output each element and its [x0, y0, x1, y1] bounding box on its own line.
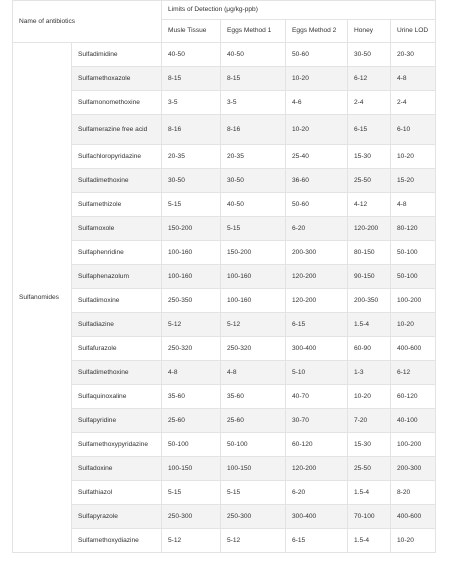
value-cell: 5-15: [221, 481, 286, 505]
antibiotic-name-cell: Sulfamoxole: [72, 217, 162, 241]
value-cell: 400-600: [391, 337, 436, 361]
value-cell: 5-10: [286, 361, 348, 385]
value-cell: 2-4: [348, 91, 391, 115]
value-cell: 15-30: [348, 433, 391, 457]
value-cell: 2-4: [391, 91, 436, 115]
value-cell: 8-15: [221, 67, 286, 91]
value-cell: 200-300: [286, 241, 348, 265]
value-cell: 300-400: [286, 505, 348, 529]
value-cell: 5-15: [162, 193, 221, 217]
value-cell: 25-60: [221, 409, 286, 433]
antibiotic-name-cell: Sulfaquinoxaline: [72, 385, 162, 409]
antibiotic-name-cell: Sulfadimidine: [72, 43, 162, 67]
value-cell: 80-150: [348, 241, 391, 265]
value-cell: 50-100: [221, 433, 286, 457]
value-cell: 50-100: [391, 265, 436, 289]
value-cell: 100-160: [162, 241, 221, 265]
table-row: [13, 67, 436, 91]
value-cell: 40-50: [162, 43, 221, 67]
value-cell: 150-200: [162, 217, 221, 241]
value-cell: 150-200: [221, 241, 286, 265]
value-cell: 4-12: [348, 193, 391, 217]
value-cell: 6-20: [286, 481, 348, 505]
value-cell: 35-60: [162, 385, 221, 409]
antibiotic-name-cell: Sulfadimoxine: [72, 289, 162, 313]
table-row: [13, 217, 436, 241]
value-cell: 120-200: [286, 289, 348, 313]
value-cell: 1.5-4: [348, 481, 391, 505]
value-cell: 3-5: [162, 91, 221, 115]
value-cell: 6-12: [391, 361, 436, 385]
column-header: Eggs Method 1: [221, 20, 286, 43]
value-cell: 36-60: [286, 169, 348, 193]
table-row: [13, 169, 436, 193]
value-cell: 7-20: [348, 409, 391, 433]
value-cell: 20-30: [391, 43, 436, 67]
value-cell: 6-12: [348, 67, 391, 91]
limits-of-detection-header: Limits of Detection (μg/kg-ppb): [162, 1, 436, 20]
antibiotic-name-cell: Sulfamerazine free acid: [72, 115, 162, 145]
value-cell: 100-160: [162, 265, 221, 289]
value-cell: 5-15: [221, 217, 286, 241]
antibiotic-name-cell: Sulfafurazole: [72, 337, 162, 361]
value-cell: 40-100: [391, 409, 436, 433]
value-cell: 60-120: [391, 385, 436, 409]
antibiotic-name-cell: Sulfamethizole: [72, 193, 162, 217]
table-row: [13, 193, 436, 217]
value-cell: 90-150: [348, 265, 391, 289]
table-row: [13, 529, 436, 553]
name-of-antibiotics-header: Name of antibiotics: [13, 1, 162, 43]
antibiotic-name-cell: Sulfapyrazole: [72, 505, 162, 529]
detection-limits-table: [12, 0, 436, 553]
value-cell: 300-400: [286, 337, 348, 361]
value-cell: 50-100: [391, 241, 436, 265]
table-row: [13, 241, 436, 265]
value-cell: 120-200: [348, 217, 391, 241]
value-cell: 30-50: [221, 169, 286, 193]
value-cell: 10-20: [391, 145, 436, 169]
value-cell: 70-100: [348, 505, 391, 529]
value-cell: 25-50: [348, 169, 391, 193]
value-cell: 8-15: [162, 67, 221, 91]
value-cell: 5-12: [162, 529, 221, 553]
value-cell: 4-8: [221, 361, 286, 385]
antibiotic-name-cell: Sulfapyridine: [72, 409, 162, 433]
value-cell: 1.5-4: [348, 313, 391, 337]
value-cell: 6-20: [286, 217, 348, 241]
value-cell: 200-300: [391, 457, 436, 481]
antibiotic-name-cell: Sulfadimethoxine: [72, 169, 162, 193]
table-row: [13, 481, 436, 505]
antibiotic-name-cell: Sulfathiazol: [72, 481, 162, 505]
value-cell: 6-15: [348, 115, 391, 145]
table-row: [13, 433, 436, 457]
value-cell: 25-40: [286, 145, 348, 169]
value-cell: 5-12: [221, 313, 286, 337]
column-header: Honey: [348, 20, 391, 43]
table-row: [13, 385, 436, 409]
value-cell: 10-20: [391, 529, 436, 553]
value-cell: 6-10: [391, 115, 436, 145]
value-cell: 30-50: [348, 43, 391, 67]
value-cell: 6-15: [286, 529, 348, 553]
value-cell: 200-350: [348, 289, 391, 313]
table-row: [13, 289, 436, 313]
table-row: [13, 361, 436, 385]
value-cell: 50-100: [162, 433, 221, 457]
value-cell: 25-60: [162, 409, 221, 433]
column-header: Musle Tissue: [162, 20, 221, 43]
value-cell: 8-20: [391, 481, 436, 505]
value-cell: 4-8: [391, 67, 436, 91]
value-cell: 4-6: [286, 91, 348, 115]
group-label: Sulfanomides: [13, 43, 72, 553]
antibiotic-name-cell: Sulfamonomethoxine: [72, 91, 162, 115]
value-cell: 250-320: [162, 337, 221, 361]
value-cell: 35-60: [221, 385, 286, 409]
antibiotic-name-cell: Sulfaphenazolum: [72, 265, 162, 289]
value-cell: 40-50: [221, 193, 286, 217]
value-cell: 250-300: [162, 505, 221, 529]
antibiotic-name-cell: Sulfamethoxazole: [72, 67, 162, 91]
value-cell: 1.5-4: [348, 529, 391, 553]
value-cell: 100-150: [162, 457, 221, 481]
antibiotic-name-cell: Sulfamethoxydiazine: [72, 529, 162, 553]
table-row: [13, 91, 436, 115]
value-cell: 120-200: [286, 457, 348, 481]
antibiotic-name-cell: Sulfadoxine: [72, 457, 162, 481]
value-cell: 20-35: [221, 145, 286, 169]
value-cell: 3-5: [221, 91, 286, 115]
value-cell: 10-20: [286, 67, 348, 91]
value-cell: 40-70: [286, 385, 348, 409]
value-cell: 15-20: [391, 169, 436, 193]
table-row: [13, 265, 436, 289]
value-cell: 10-20: [391, 313, 436, 337]
value-cell: 100-150: [221, 457, 286, 481]
value-cell: 100-200: [391, 289, 436, 313]
value-cell: 250-350: [162, 289, 221, 313]
value-cell: 1-3: [348, 361, 391, 385]
antibiotic-name-cell: Sulfadiazine: [72, 313, 162, 337]
table-row: [13, 337, 436, 361]
value-cell: 120-200: [286, 265, 348, 289]
value-cell: 60-120: [286, 433, 348, 457]
antibiotic-name-cell: Sulfaphenridine: [72, 241, 162, 265]
value-cell: 400-600: [391, 505, 436, 529]
value-cell: 25-50: [348, 457, 391, 481]
value-cell: 6-15: [286, 313, 348, 337]
column-header: Urine LOD: [391, 20, 436, 43]
value-cell: 30-70: [286, 409, 348, 433]
table-row: [13, 43, 436, 67]
value-cell: 100-200: [391, 433, 436, 457]
table-row: [13, 145, 436, 169]
antibiotic-name-cell: Sulfamethoxypyridazine: [72, 433, 162, 457]
antibiotic-name-cell: Sulfadimethoxine: [72, 361, 162, 385]
value-cell: 4-8: [391, 193, 436, 217]
table-row: [13, 457, 436, 481]
value-cell: 40-50: [221, 43, 286, 67]
value-cell: 8-16: [221, 115, 286, 145]
value-cell: 4-8: [162, 361, 221, 385]
value-cell: 80-120: [391, 217, 436, 241]
table-row: [13, 409, 436, 433]
value-cell: 15-30: [348, 145, 391, 169]
table-row: [13, 313, 436, 337]
value-cell: 250-300: [221, 505, 286, 529]
value-cell: 100-160: [221, 289, 286, 313]
value-cell: 60-90: [348, 337, 391, 361]
value-cell: 50-60: [286, 43, 348, 67]
value-cell: 50-60: [286, 193, 348, 217]
value-cell: 5-15: [162, 481, 221, 505]
value-cell: 30-50: [162, 169, 221, 193]
table-row: [13, 115, 436, 145]
value-cell: 100-160: [221, 265, 286, 289]
antibiotic-name-cell: Sulfachloropyridazine: [72, 145, 162, 169]
table-row: [13, 505, 436, 529]
value-cell: 250-320: [221, 337, 286, 361]
value-cell: 10-20: [286, 115, 348, 145]
value-cell: 5-12: [162, 313, 221, 337]
column-header: Eggs Method 2: [286, 20, 348, 43]
value-cell: 10-20: [348, 385, 391, 409]
value-cell: 5-12: [221, 529, 286, 553]
value-cell: 8-16: [162, 115, 221, 145]
value-cell: 20-35: [162, 145, 221, 169]
